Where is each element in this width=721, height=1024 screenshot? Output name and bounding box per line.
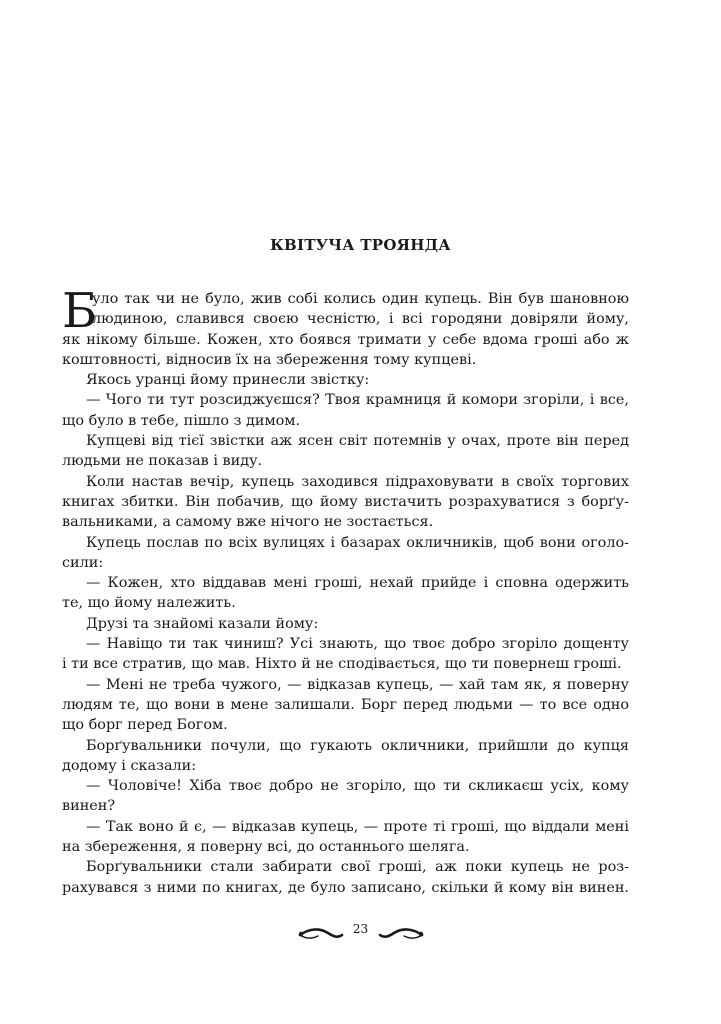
text-line: що було в тебе, пішло з димом.: [62, 412, 301, 429]
page-number: 23: [352, 922, 369, 936]
text-line: — Так воно й є, — відказав купець, — проте ті гроші, що віддали мені: [86, 818, 629, 835]
text-line: як нікому більше. Кожен, хто боявся тримати у себе вдома гроші або ж: [62, 331, 629, 348]
text-line: — Навіщо ти так чиниш? Усі знають, що твоє добро згоріло дощенту: [86, 636, 629, 653]
text-line: Друзі та знайомі казали йому:: [86, 615, 319, 632]
text-line: людиною, славився своєю чесністю, і всі городяни довіряли йому,: [92, 311, 629, 328]
text-line: — Чоловіче! Хіба твоє добро не згоріло, що ти скликаєш усіх, кому: [86, 778, 629, 795]
text-line: Якось уранці йому принесли звістку:: [86, 372, 370, 389]
text-line: вальниками, а самому вже нічого не зостається.: [62, 514, 434, 531]
page-title: КВІТУЧА ТРОЯНДА: [270, 236, 451, 254]
text-line: те, що йому належить.: [62, 595, 236, 612]
text-line: винен?: [62, 798, 116, 815]
page-footer: [0, 918, 721, 948]
text-line: — Чого ти тут розсиджуєшся? Твоя крамниця й комори згоріли, і все,: [86, 392, 629, 409]
text-line: уло так чи не було, жив собі колись один купець. Він був шановною: [92, 291, 629, 307]
text-line: людям те, що вони в мене залишали. Борг перед людьми — то все одно: [62, 696, 629, 713]
text-line: людьми не показав і виду.: [62, 453, 263, 470]
text-line: коштовності, відносив їх на збереження тому купцеві.: [62, 351, 477, 368]
text-line: сили:: [62, 554, 104, 571]
text-line: додому і сказали:: [62, 757, 197, 774]
text-line: Коли настав вечір, купець заходився підраховувати в своїх торгових: [86, 473, 629, 490]
text-line: що борг перед Богом.: [62, 717, 228, 734]
text-line: Купець послав по всіх вулицях і базарах окличників, щоб вони оголо-: [86, 534, 629, 551]
text-line: — Мені не треба чужого, — відказав купець, — хай там як, я поверну: [86, 676, 629, 693]
text-line: Борґувальники почули, що гукають окличники, прийшли до купця: [86, 737, 629, 754]
text-line: рахувався з ними по книгах, де було записано, скільки й кому він винен.: [62, 879, 629, 896]
text-line: на збереження, я поверну всі, до останнього шеляга.: [62, 839, 470, 856]
text-line: Борґувальники стали забирати свої гроші, аж поки купець не роз-: [86, 859, 629, 876]
story-text: [62, 283, 629, 898]
text-line: книгах збитки. Він побачив, що йому вистачить розрахуватися з борґу-: [62, 493, 629, 510]
text-line: Купцеві від тієї звістки аж ясен світ потемнів у очах, проте він перед: [86, 433, 629, 450]
drop-cap: Б: [62, 283, 98, 339]
text-line: — Кожен, хто віддавав мені гроші, нехай прийде і сповна одержить: [86, 575, 629, 592]
text-line: і ти все стратив, що мав. Ніхто й не сподівається, що ти повернеш гроші.: [62, 656, 622, 673]
